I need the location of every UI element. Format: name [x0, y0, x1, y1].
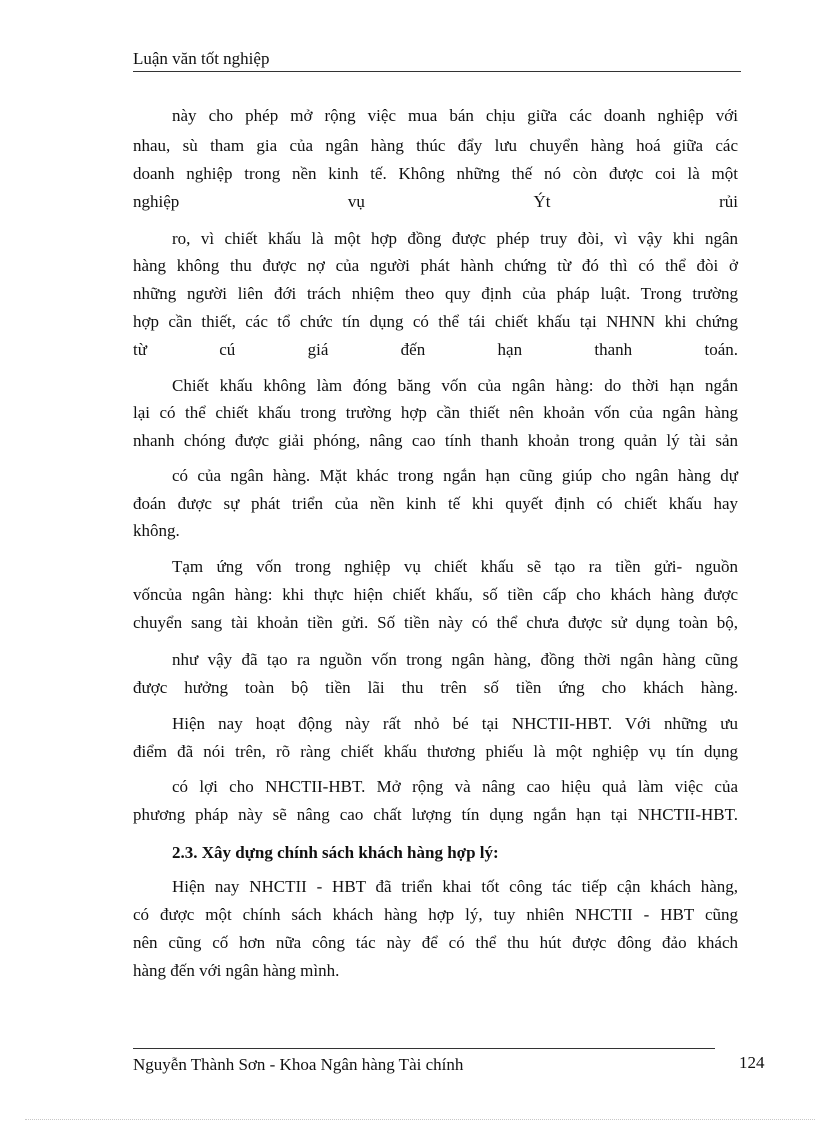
body-line: Hiện nay NHCTII - HBT đã triển khai tốt công tác tiếp cận khách hàng, — [172, 877, 738, 896]
body-line: từ cú giá đến hạn thanh toán. — [133, 340, 738, 359]
footer-author: Nguyễn Thành Sơn - Khoa Ngân hàng Tài chính — [133, 1055, 464, 1074]
body-line: hợp cần thiết, các tổ chức tín dụng có thể tái chiết khấu tại NHNN khi chứng — [133, 312, 738, 331]
body-line: những người liên đới trách nhiệm theo quy định của pháp luật. Trong trường — [133, 284, 738, 303]
page-edge-divider — [25, 1119, 815, 1120]
body-line: Chiết khấu không làm đóng băng vốn của ngân hàng: do thời hạn ngắn — [172, 376, 738, 395]
body-line: nhanh chóng được giải phóng, nâng cao tính thanh khoản trong quản lý tài sản — [133, 431, 738, 450]
body-line: nhau, sù tham gia của ngân hàng thúc đẩy lưu chuyển hàng hoá giữa các — [133, 136, 738, 155]
body-line: hàng đến với ngân hàng mình. — [133, 961, 340, 980]
body-line: không. — [133, 521, 180, 540]
section-heading: 2.3. Xây dựng chính sách khách hàng hợp lý: — [172, 843, 499, 862]
body-line: lại có thể chiết khấu trong trường hợp cần thiết nên khoản vốn của ngân hàng — [133, 403, 738, 422]
body-line: có lợi cho NHCTII-HBT. Mở rộng và nâng cao hiệu quả làm việc của — [172, 777, 738, 796]
body-line: có của ngân hàng. Mặt khác trong ngắn hạn cũng giúp cho ngân hàng dự — [172, 466, 738, 485]
running-header: Luận văn tốt nghiệp — [133, 49, 270, 68]
body-line: phương pháp này sẽ nâng cao chất lượng tín dụng ngắn hạn tại NHCTII-HBT. — [133, 805, 738, 824]
body-line: Hiện nay hoạt động này rất nhỏ bé tại NHCTII-HBT. Với những ưu — [172, 714, 738, 733]
footer-divider — [133, 1048, 715, 1049]
body-line: Tạm ứng vốn trong nghiệp vụ chiết khấu sẽ tạo ra tiền gửi- nguồn — [172, 557, 738, 576]
body-line: nghiệp vụ Ýt rủi — [133, 192, 738, 211]
page-number: 124 — [739, 1053, 765, 1072]
body-line: được hưởng toàn bộ tiền lãi thu trên số tiền ứng cho khách hàng. — [133, 678, 738, 697]
body-line: vốncủa ngân hàng: khi thực hiện chiết khấu, số tiền cấp cho khách hàng được — [133, 585, 738, 604]
body-line: này cho phép mở rộng việc mua bán chịu giữa các doanh nghiệp với — [172, 106, 738, 125]
body-line: đoán được sự phát triển của nền kinh tế khi quyết định có chiết khấu hay — [133, 494, 738, 513]
body-line: nên cũng cố hơn nữa công tác này để có thể thu hút được đông đảo khách — [133, 933, 738, 952]
body-line: chuyển sang tài khoản tiền gửi. Số tiền này có thể chưa được sử dụng toàn bộ, — [133, 613, 738, 632]
body-line: như vậy đã tạo ra nguồn vốn trong ngân hàng, đồng thời ngân hàng cũng — [172, 650, 738, 669]
body-line: điểm đã nói trên, rõ ràng chiết khấu thương phiếu là một nghiệp vụ tín dụng — [133, 742, 738, 761]
body-line: hàng không thu được nợ của người phát hành chứng từ đó thì có thể đòi ở — [133, 256, 738, 275]
body-line: doanh nghiệp trong nền kinh tế. Không những thế nó còn được coi là một — [133, 164, 738, 183]
body-line: ro, vì chiết khấu là một hợp đồng được phép truy đòi, vì vậy khi ngân — [172, 229, 738, 248]
header-divider — [133, 71, 741, 72]
body-line: có được một chính sách khách hàng hợp lý, tuy nhiên NHCTII - HBT cũng — [133, 905, 738, 924]
